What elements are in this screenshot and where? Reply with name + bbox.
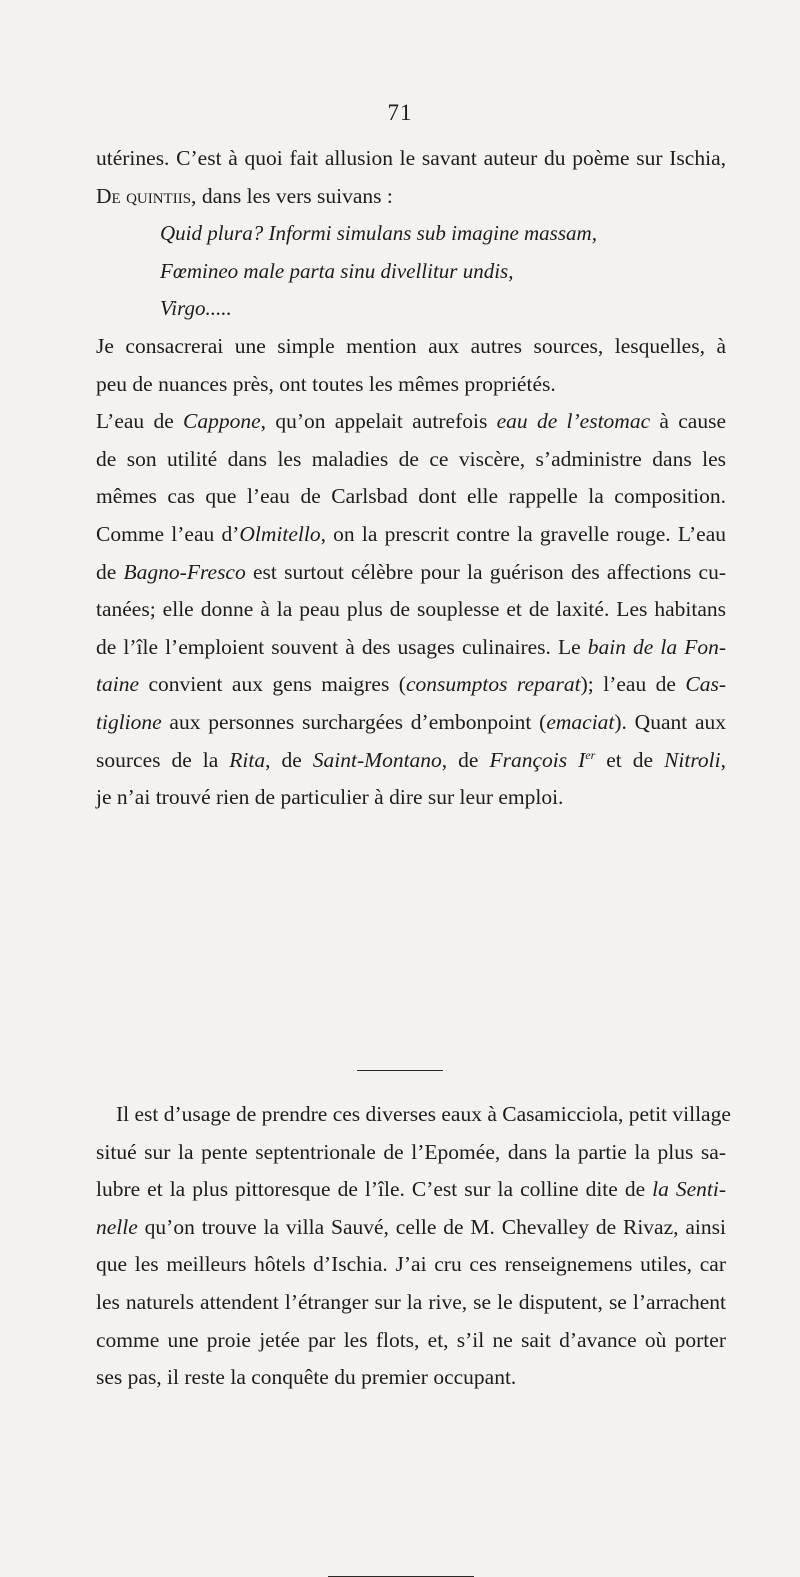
section-divider xyxy=(357,1070,443,1071)
text-line: les naturels attendent l’étranger sur la rive, se le disputent, se l’arrachent xyxy=(96,1289,726,1314)
text-line: taine convient aux gens maigres (consumptos reparat); l’eau de Cas- xyxy=(96,672,727,697)
text-line: de l’île l’emploient souvent à des usages culinaires. Le bain de la Fon- xyxy=(96,634,726,659)
text-line: situé sur la pente septentrionale de l’Epomée, dans la partie la plus sa- xyxy=(96,1139,726,1164)
text-line: de Bagno-Fresco est surtout célèbre pour la guérison des affections cu- xyxy=(96,559,726,584)
text-line: utérines. C’est à quoi fait allusion le savant auteur du poème sur Ischia, xyxy=(96,146,726,170)
text-line: mêmes cas que l’eau de Carlsbad dont elle rappelle la composition. xyxy=(96,484,726,509)
text-line: Comme l’eau d’Olmitello, on la prescrit contre la gravelle rouge. L’eau xyxy=(96,521,726,546)
text-line: que les meilleurs hôtels d’Ischia. J’ai cru ces renseignemens utiles, car xyxy=(96,1252,726,1277)
text-line: lubre et la plus pittoresque de l’île. C’est sur la colline dite de la Senti- xyxy=(96,1177,726,1202)
text-line: tanées; elle donne à la peau plus de souplesse et de laxité. Les habitans xyxy=(96,597,726,622)
text-line: peu de nuances près, ont toutes les mêmes propriétés. xyxy=(96,371,556,396)
page-number: 71 xyxy=(387,100,413,125)
text-line: Je consacrerai une simple mention aux autres sources, lesquelles, à xyxy=(96,333,726,358)
text-line: De quintiis, dans les vers suivans : xyxy=(96,183,393,208)
text-line: tiglione aux personnes surchargées d’embonpoint (emaciat). Quant aux xyxy=(96,709,727,734)
verse-line: Fœmineo male parta sinu divellitur undis, xyxy=(160,258,514,283)
text-line: sources de la Rita, de Saint-Montano, de François Ier et de Nitroli, xyxy=(96,747,727,772)
text-line: Il est d’usage de prendre ces diverses eaux à Casamicciola, petit village xyxy=(116,1102,731,1126)
text-line: de son utilité dans les maladies de ce viscère, s’administre dans les xyxy=(96,446,726,471)
text-line: ses pas, il reste la conquête du premier occupant. xyxy=(96,1365,517,1390)
main-text-continued xyxy=(96,1096,731,1397)
text-line: L’eau de Cappone, qu’on appelait autrefois eau de l’estomac à cause xyxy=(96,409,726,434)
verse-line: Quid plura? Informi simulans sub imagine massam, xyxy=(160,221,597,246)
text-line: nelle qu’on trouve la villa Sauvé, celle de M. Chevalley de Rivaz, ainsi xyxy=(96,1214,726,1239)
text-line: je n’ai trouvé rien de particulier à dire sur leur emploi. xyxy=(96,785,564,810)
verse-line: Virgo..... xyxy=(160,296,232,321)
main-text xyxy=(96,140,726,817)
text-line: comme une proie jetée par les flots, et, s’il ne sait d’avance où porter xyxy=(96,1327,726,1352)
